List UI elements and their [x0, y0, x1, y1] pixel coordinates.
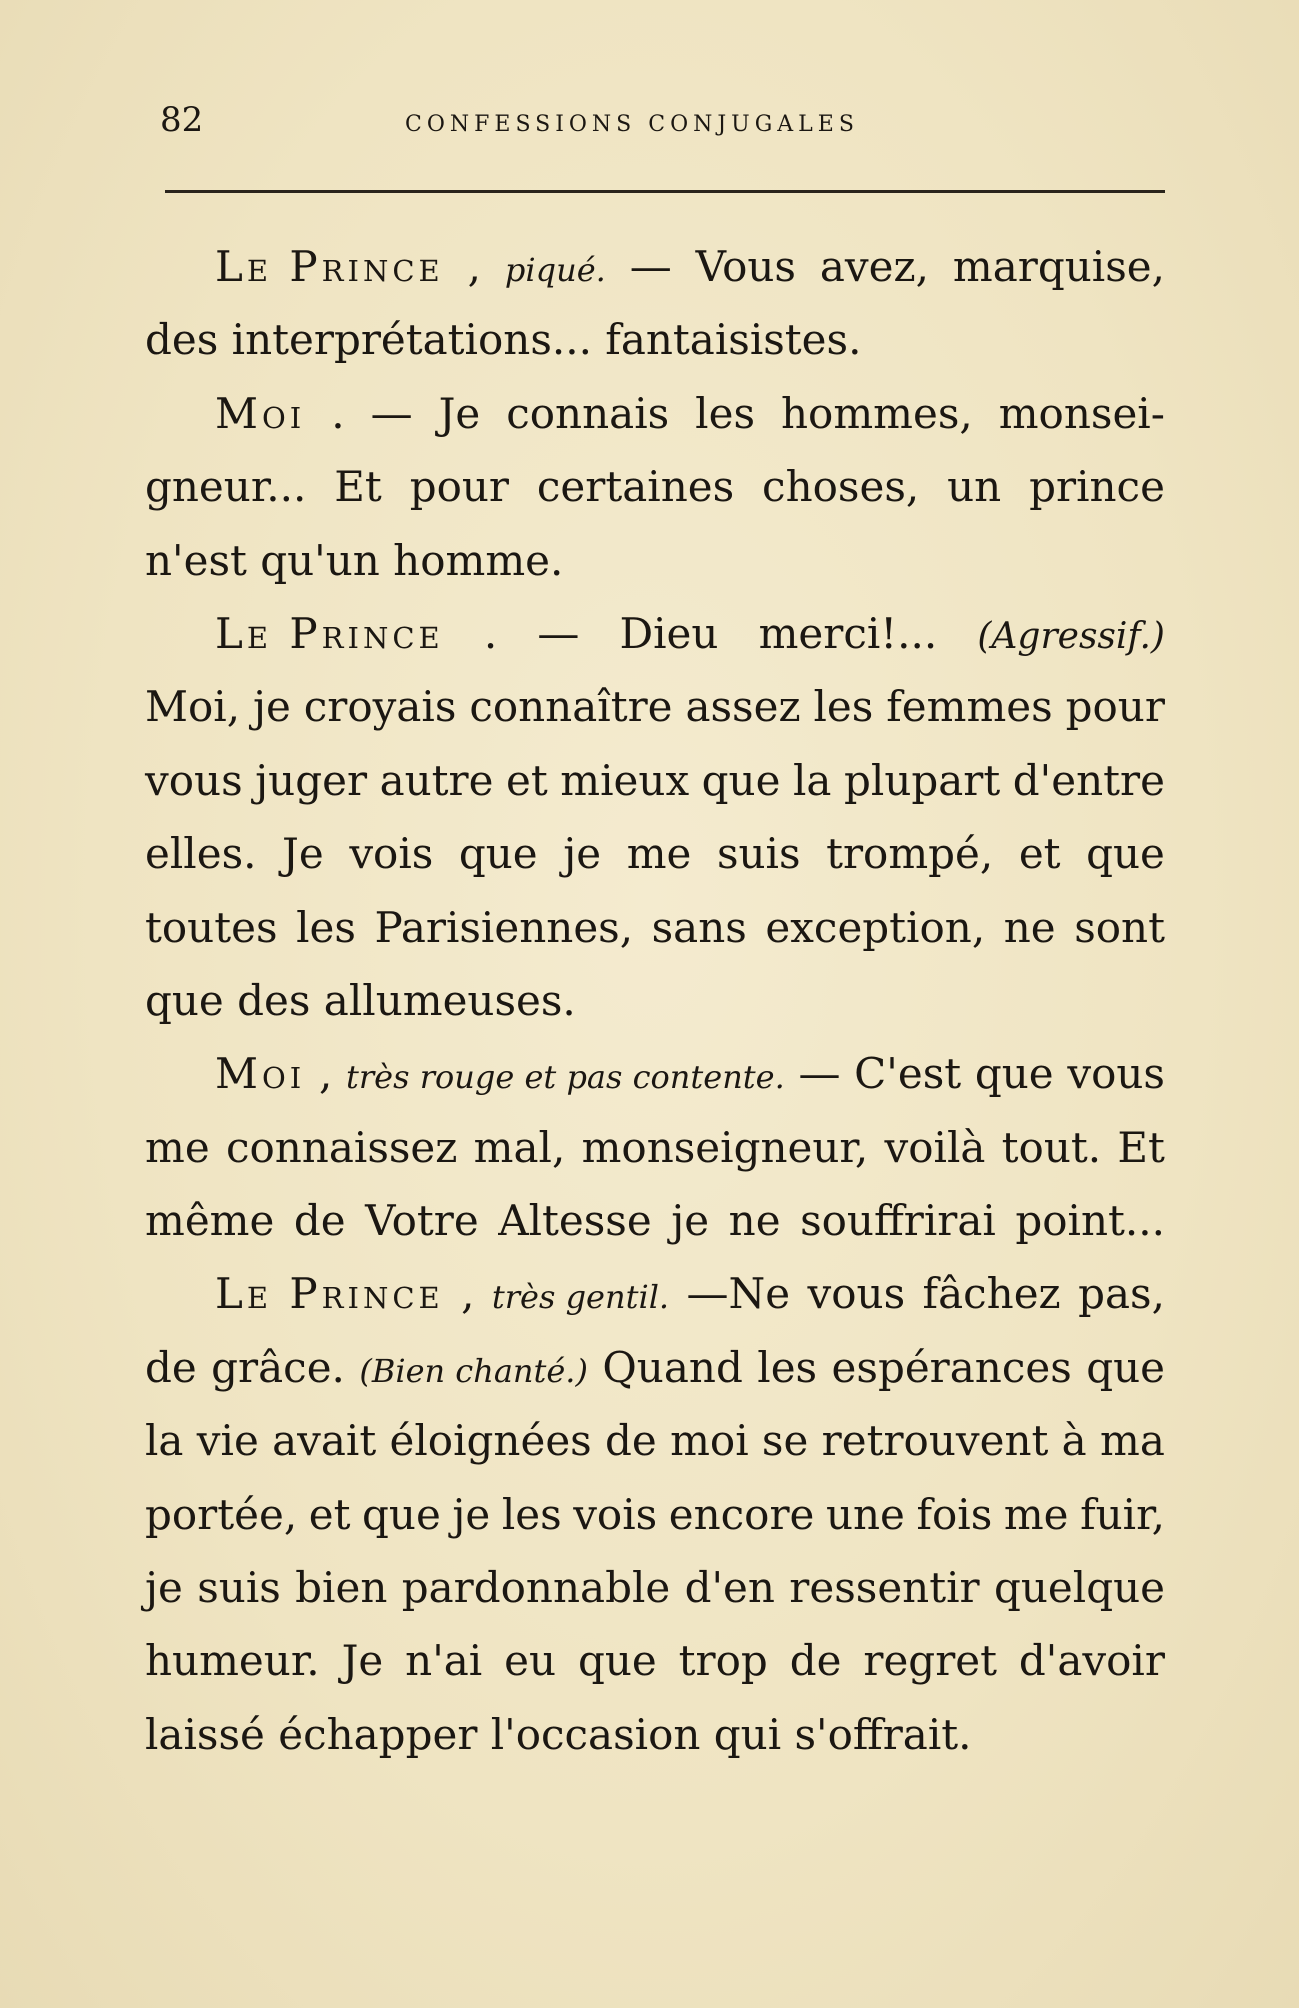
word: juger — [255, 755, 368, 805]
word: avait — [272, 1416, 377, 1466]
word: quelque — [993, 1563, 1165, 1613]
speaker-name: Le Prince — [215, 608, 444, 658]
word: et — [506, 755, 548, 805]
text-line — [145, 964, 1165, 1037]
stage-direction: piqué. — [504, 251, 606, 289]
text-line — [145, 670, 1165, 743]
word: de — [605, 1416, 657, 1466]
word: Vous — [695, 242, 796, 291]
word: fuir, — [1080, 1489, 1165, 1539]
word: fâchez — [922, 1269, 1061, 1319]
word: ma — [1100, 1416, 1165, 1466]
word: se — [761, 1416, 809, 1466]
speaker-name: Moi — [215, 388, 306, 438]
word: —Ne — [686, 1269, 791, 1319]
word: — — [798, 1049, 841, 1099]
word: regret — [863, 1636, 998, 1686]
word: je — [452, 1489, 491, 1539]
speaker-name: Le Prince — [215, 1269, 444, 1319]
word: prince — [1029, 462, 1165, 512]
word: croyais — [303, 682, 457, 732]
text-body — [145, 230, 1165, 1771]
word: portée, — [145, 1489, 298, 1539]
text-line — [145, 524, 1165, 597]
word: me — [145, 1122, 210, 1172]
text-line — [145, 1551, 1165, 1624]
word: Parisiennes, — [374, 902, 634, 952]
word: monsei- — [998, 388, 1165, 438]
word: . — [331, 388, 345, 438]
word: les — [813, 682, 874, 732]
word: d'avoir — [1018, 1636, 1165, 1686]
text-line — [145, 377, 1165, 450]
word: à — [1061, 1416, 1087, 1466]
text-line — [145, 1257, 1165, 1330]
word: me — [626, 829, 692, 879]
word: , — [318, 1049, 333, 1099]
word: mieux — [560, 755, 690, 805]
word: elles. — [145, 829, 257, 879]
word: moi — [670, 1416, 749, 1466]
word: choses, — [762, 462, 920, 512]
word: que — [1086, 1342, 1165, 1392]
word: hommes, — [781, 388, 973, 438]
text-line — [145, 817, 1165, 890]
word: d'en — [684, 1563, 775, 1613]
word: point... — [1015, 1196, 1165, 1246]
word: pour — [1065, 682, 1165, 732]
text-line — [145, 1624, 1165, 1697]
text-line — [145, 1478, 1165, 1551]
word: les — [757, 1342, 818, 1392]
word: trop — [678, 1636, 768, 1686]
word: même — [145, 1196, 275, 1246]
word: que — [1086, 829, 1165, 879]
word: . — [483, 608, 498, 658]
word: et — [1018, 829, 1061, 879]
stage-direction: très rouge et pas contente. — [346, 1058, 785, 1097]
word: Altesse — [498, 1196, 652, 1246]
word: toutes — [145, 902, 278, 952]
text-line — [145, 1404, 1165, 1477]
word: les — [501, 1489, 562, 1539]
word: pardonnable — [401, 1563, 671, 1613]
word: je — [563, 829, 602, 879]
word: je — [252, 682, 291, 732]
word: gneur... — [145, 462, 307, 512]
word: ne — [728, 1196, 781, 1246]
word: de — [293, 1196, 346, 1246]
text-line — [145, 303, 1165, 376]
word: vous — [807, 1269, 906, 1319]
word: et — [308, 1489, 351, 1539]
word: humeur. — [145, 1636, 320, 1686]
text-line — [145, 597, 1165, 670]
word: vois — [349, 829, 434, 879]
word: — — [537, 608, 580, 658]
stage-direction: (Agressif.) — [977, 615, 1165, 657]
word: femmes — [886, 682, 1053, 732]
word: Je — [282, 829, 324, 879]
text-line — [145, 891, 1165, 964]
word: vie — [196, 1416, 259, 1466]
word: assez — [685, 682, 801, 732]
word: trompé, — [826, 829, 994, 879]
word: je — [671, 1196, 710, 1246]
word: la — [145, 1416, 184, 1466]
word: Je — [438, 388, 481, 438]
word: la — [793, 755, 832, 805]
word: merci!... — [758, 608, 938, 658]
word: fois — [916, 1489, 993, 1539]
word: ressentir — [789, 1563, 980, 1613]
word: que — [974, 1049, 1054, 1099]
word: d'entre — [1012, 755, 1165, 805]
page-number: 82 — [160, 100, 204, 140]
word: pour — [409, 462, 509, 512]
word: vois — [573, 1489, 658, 1539]
word: Et — [334, 462, 382, 512]
word: suis — [197, 1563, 281, 1613]
word: connaître — [469, 682, 673, 732]
word: que — [577, 1636, 657, 1686]
word: bien — [295, 1563, 388, 1613]
word: connaissez — [225, 1122, 458, 1172]
word: C'est — [854, 1049, 962, 1099]
word: laissé échapper l'occasion qui s'offrait. — [145, 1709, 972, 1759]
word: vous — [145, 755, 243, 805]
text-line — [145, 1698, 1165, 1771]
word: grâce. — [211, 1342, 345, 1392]
word: marquise, — [952, 242, 1165, 291]
word: n'est qu'un homme. — [145, 535, 564, 585]
word: que — [701, 755, 781, 805]
word: Je — [341, 1636, 384, 1686]
word: que des allumeuses. — [145, 975, 576, 1025]
word: pas, — [1078, 1269, 1165, 1319]
word: me — [1003, 1489, 1069, 1539]
word: eu — [504, 1636, 557, 1686]
word: de — [789, 1636, 842, 1686]
word: encore — [668, 1489, 815, 1539]
word: les — [695, 388, 756, 438]
word: , — [461, 1269, 475, 1319]
word: retrouvent — [821, 1416, 1049, 1466]
text-line — [145, 1184, 1165, 1257]
word: que — [458, 829, 538, 879]
word: suis — [716, 829, 801, 879]
word: de — [145, 1342, 197, 1392]
word: certaines — [536, 462, 735, 512]
word: plupart — [844, 755, 1001, 805]
word: espérances — [831, 1342, 1072, 1392]
word: — — [629, 242, 672, 291]
speaker-name: Le Prince — [215, 242, 444, 291]
word: vous — [1067, 1049, 1165, 1099]
word: Votre — [365, 1196, 479, 1246]
text-line — [145, 1037, 1165, 1110]
word: une — [825, 1489, 905, 1539]
word: connais — [506, 388, 670, 438]
word: sont — [1074, 902, 1165, 952]
word: Quand — [602, 1342, 743, 1392]
word: souffrirai — [800, 1196, 996, 1246]
word: n'ai — [405, 1636, 483, 1686]
stage-direction: (Bien chanté.) — [359, 1351, 588, 1390]
word: éloignées — [389, 1416, 592, 1466]
word: Moi, — [145, 682, 241, 732]
word: tout. — [1001, 1122, 1102, 1172]
word: je — [145, 1563, 183, 1613]
word: , — [467, 242, 481, 291]
word: mal, — [473, 1122, 566, 1172]
word: ne — [1003, 902, 1056, 952]
word: monseigneur, — [581, 1122, 869, 1172]
text-line — [145, 744, 1165, 817]
word: sans — [651, 902, 747, 952]
text-line — [145, 230, 1165, 303]
page-header — [160, 100, 1165, 160]
running-title: CONFESSIONS CONJUGALES — [405, 112, 859, 137]
word: Dieu — [619, 608, 719, 658]
text-line — [145, 450, 1165, 523]
word: exception, — [765, 902, 986, 952]
word: avez, — [819, 242, 929, 291]
speaker-name: Moi — [215, 1049, 306, 1099]
stage-direction: très gentil. — [491, 1278, 670, 1317]
text-line — [145, 1111, 1165, 1184]
word: voilà — [884, 1122, 986, 1172]
word: des interprétations... fantaisistes. — [145, 315, 862, 365]
word: autre — [379, 755, 494, 805]
word: que — [362, 1489, 441, 1539]
word: Et — [1117, 1122, 1165, 1172]
text-line — [145, 1331, 1165, 1404]
word: — — [370, 388, 413, 438]
word: un — [947, 462, 1002, 512]
header-rule — [165, 190, 1165, 193]
word: les — [296, 902, 356, 952]
